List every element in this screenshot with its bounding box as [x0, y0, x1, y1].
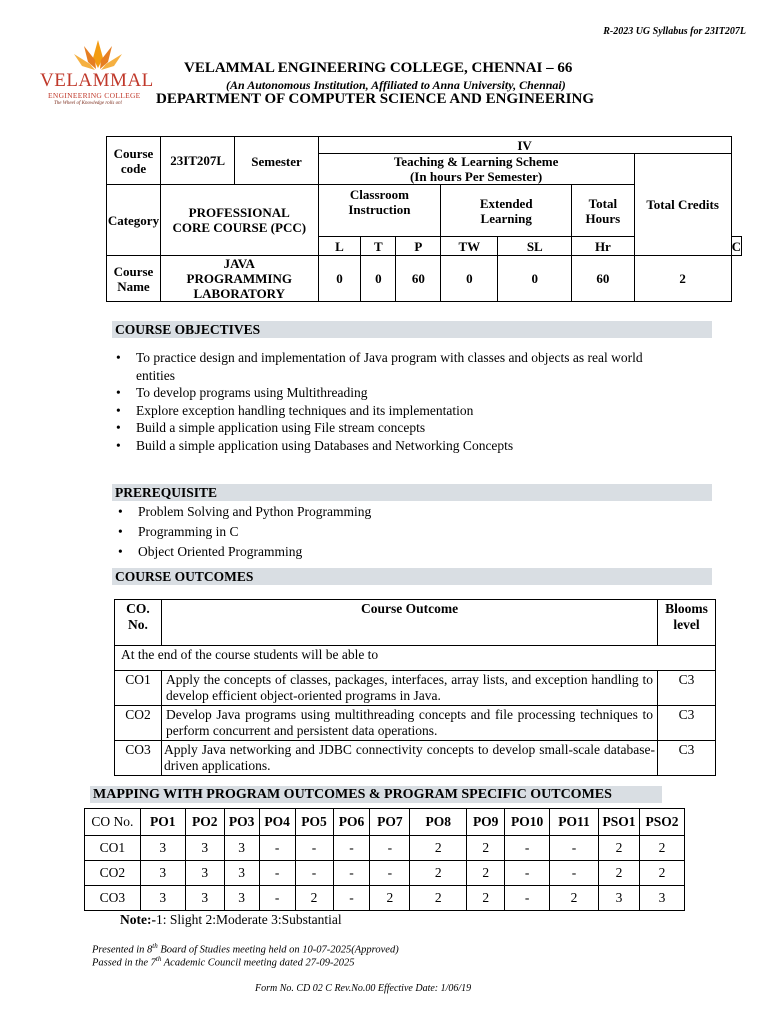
ac-sup: th: [155, 955, 162, 963]
col-sl: SL: [498, 237, 572, 256]
cell: 3: [185, 886, 224, 911]
course-outcomes-table: [114, 599, 716, 776]
course-name: JAVA PROGRAMMING LABORATORY: [160, 256, 318, 302]
col-tw: TW: [441, 237, 498, 256]
col-l: L: [318, 237, 361, 256]
table-row: [115, 741, 716, 776]
cell: 2: [410, 861, 467, 886]
cell: 2: [370, 886, 410, 911]
cell: 2: [295, 886, 333, 911]
cell: -: [550, 836, 599, 861]
mapping-header-row: [85, 809, 685, 836]
cell: -: [505, 861, 550, 886]
table-row: [85, 886, 685, 911]
mapping-table: [84, 808, 685, 911]
co-level: C3: [658, 741, 716, 776]
val-t: 0: [361, 256, 396, 302]
cell: -: [295, 861, 333, 886]
cell: -: [259, 886, 295, 911]
hdr-co-no: CO No.: [85, 809, 141, 836]
course-outcome-header: Course Outcome: [161, 600, 657, 646]
table-row: [115, 671, 716, 706]
col-p: P: [396, 237, 441, 256]
val-l: 0: [318, 256, 361, 302]
total-credits-label: Total Credits: [634, 154, 731, 256]
cell: 2: [410, 886, 467, 911]
cell: 3: [224, 886, 259, 911]
semester-label: Semester: [235, 137, 318, 185]
mapping-note: [120, 912, 342, 928]
logo-subtitle: ENGINEERING COLLEGE: [48, 91, 141, 100]
college-name: VELAMMAL ENGINEERING COLLEGE, CHENNAI – 66: [184, 60, 573, 76]
val-sl: 0: [498, 256, 572, 302]
semester-value: IV: [318, 137, 731, 154]
mapping-heading: MAPPING WITH PROGRAM OUTCOMES & PROGRAM SPECIFIC OUTCOMES: [90, 786, 662, 803]
col-c: C: [731, 238, 741, 254]
bos-post: Board of Studies meeting held on 10-07-2025(Approved): [157, 944, 399, 956]
cell: 3: [599, 886, 640, 911]
college-affiliation: (An Autonomous Institution, Affiliated to Anna University, Chennai): [226, 78, 566, 92]
table-row: [85, 836, 685, 861]
cell: 2: [410, 836, 467, 861]
cell: 2: [467, 836, 505, 861]
hdr-po3: PO3: [224, 809, 259, 836]
co-number: CO1: [115, 671, 162, 706]
cell: 3: [140, 836, 185, 861]
cell: -: [259, 861, 295, 886]
cell: 2: [550, 886, 599, 911]
co-level: C3: [658, 671, 716, 706]
cell: -: [295, 836, 333, 861]
co-number: CO2: [115, 706, 162, 741]
prerequisite-list: [114, 502, 614, 562]
list-item: • Explore exception handling techniques and its implementation: [112, 402, 672, 420]
cell: -: [550, 861, 599, 886]
college-logo: [40, 38, 158, 108]
table-row: [115, 706, 716, 741]
outcomes-intro: At the end of the course students will be able to: [115, 646, 716, 671]
hdr-po9: PO9: [467, 809, 505, 836]
cell: 2: [639, 836, 684, 861]
cell: -: [259, 836, 295, 861]
course-code: 23IT207L: [160, 137, 235, 185]
hdr-po10: PO10: [505, 809, 550, 836]
hdr-pso1: PSO1: [599, 809, 640, 836]
col-hr: Hr: [572, 237, 634, 256]
cell: CO3: [85, 886, 141, 911]
val-tw: 0: [441, 256, 498, 302]
cell: 2: [467, 861, 505, 886]
list-item: • To practice design and implementation of Java program with classes and objects as real world entities: [112, 349, 672, 384]
total-hours: Total Hours: [572, 185, 634, 237]
cell: -: [370, 861, 410, 886]
course-info-table: [106, 136, 742, 302]
hdr-pso2: PSO2: [639, 809, 684, 836]
objectives-list: [112, 349, 672, 454]
bos-pre: Presented in 8: [92, 944, 153, 956]
blooms-header: Blooms level: [658, 600, 716, 646]
list-item: • Programming in C: [114, 522, 614, 542]
objectives-heading: COURSE OBJECTIVES: [112, 321, 712, 338]
lotus-flame-icon: [68, 38, 128, 72]
hdr-po1: PO1: [140, 809, 185, 836]
list-item: • Problem Solving and Python Programming: [114, 502, 614, 522]
scheme-title-text: Teaching & Learning Scheme: [393, 154, 559, 169]
hdr-po6: PO6: [333, 809, 370, 836]
co-no-header: CO. No.: [115, 600, 162, 646]
cell: 2: [599, 861, 640, 886]
val-c: 2: [634, 256, 731, 302]
cell: CO1: [85, 836, 141, 861]
list-item: • To develop programs using Multithreading: [112, 384, 672, 402]
cell: CO2: [85, 861, 141, 886]
co-level: C3: [658, 706, 716, 741]
course-code-label: Course code: [107, 137, 161, 185]
co-text: Apply the concepts of classes, packages, interfaces, array lists, and exception handling to develop efficient object-oriented programs in Java.: [161, 671, 657, 706]
hdr-po8: PO8: [410, 809, 467, 836]
list-item: • Build a simple application using File stream concepts: [112, 419, 672, 437]
note-label: Note:-: [120, 912, 156, 927]
cell: -: [370, 836, 410, 861]
hdr-po5: PO5: [295, 809, 333, 836]
ac-pre: Passed in the 7: [92, 957, 156, 969]
val-hr: 60: [572, 256, 634, 302]
col-t: T: [361, 237, 396, 256]
cell: 2: [639, 861, 684, 886]
logo-tagline: The Wheel of Knowledge rolls on!: [54, 101, 123, 106]
classroom-instruction: Classroom Instruction: [318, 185, 441, 237]
cell: -: [505, 886, 550, 911]
scheme-subtitle: (In hours Per Semester): [409, 169, 543, 184]
course-name-label: Course Name: [107, 256, 161, 302]
cell: 3: [140, 886, 185, 911]
list-item: • Build a simple application using Databases and Networking Concepts: [112, 437, 672, 455]
prerequisite-heading: PREREQUISITE: [112, 484, 712, 501]
ac-footnote: [92, 955, 354, 969]
cell: -: [505, 836, 550, 861]
bos-footnote: [92, 942, 399, 956]
outcomes-heading: COURSE OUTCOMES: [112, 568, 712, 585]
co-number: CO3: [115, 741, 162, 776]
hdr-po11: PO11: [550, 809, 599, 836]
cell: 3: [140, 861, 185, 886]
bos-sup: th: [152, 942, 158, 950]
cell: -: [333, 886, 370, 911]
cell: 2: [467, 886, 505, 911]
cell: -: [333, 836, 370, 861]
department-name: DEPARTMENT OF COMPUTER SCIENCE AND ENGINEERING: [156, 91, 594, 107]
cell: 3: [224, 861, 259, 886]
extended-learning: Extended Learning: [441, 185, 572, 237]
syllabus-tag: R-2023 UG Syllabus for 23IT207L: [603, 26, 746, 37]
cell: 3: [185, 836, 224, 861]
list-item: • Object Oriented Programming: [114, 542, 614, 562]
cell: 3: [639, 886, 684, 911]
category-label: Category: [107, 185, 161, 256]
form-number: Form No. CD 02 C Rev.No.00 Effective Date: 1/06/19: [255, 983, 472, 994]
cell: 3: [224, 836, 259, 861]
val-p: 60: [396, 256, 441, 302]
hdr-po4: PO4: [259, 809, 295, 836]
cell: 2: [599, 836, 640, 861]
co-text: Develop Java programs using multithreading concepts and file processing techniques to perform concurrent and persistent data operations.: [161, 706, 657, 741]
category-value: PROFESSIONAL CORE COURSE (PCC): [160, 185, 318, 256]
scheme-title: [318, 154, 634, 185]
hdr-po7: PO7: [370, 809, 410, 836]
table-row: [85, 861, 685, 886]
logo-brand: VELAMMAL: [40, 70, 154, 91]
cell: 3: [185, 861, 224, 886]
hdr-po2: PO2: [185, 809, 224, 836]
ac-post: Academic Council meeting dated 27-09-2025: [161, 957, 355, 969]
co-text: Apply Java networking and JDBC connectivity concepts to develop small-scale database-driven applications.: [161, 741, 657, 776]
note-text: 1: Slight 2:Moderate 3:Substantial: [155, 912, 342, 927]
cell: -: [333, 861, 370, 886]
